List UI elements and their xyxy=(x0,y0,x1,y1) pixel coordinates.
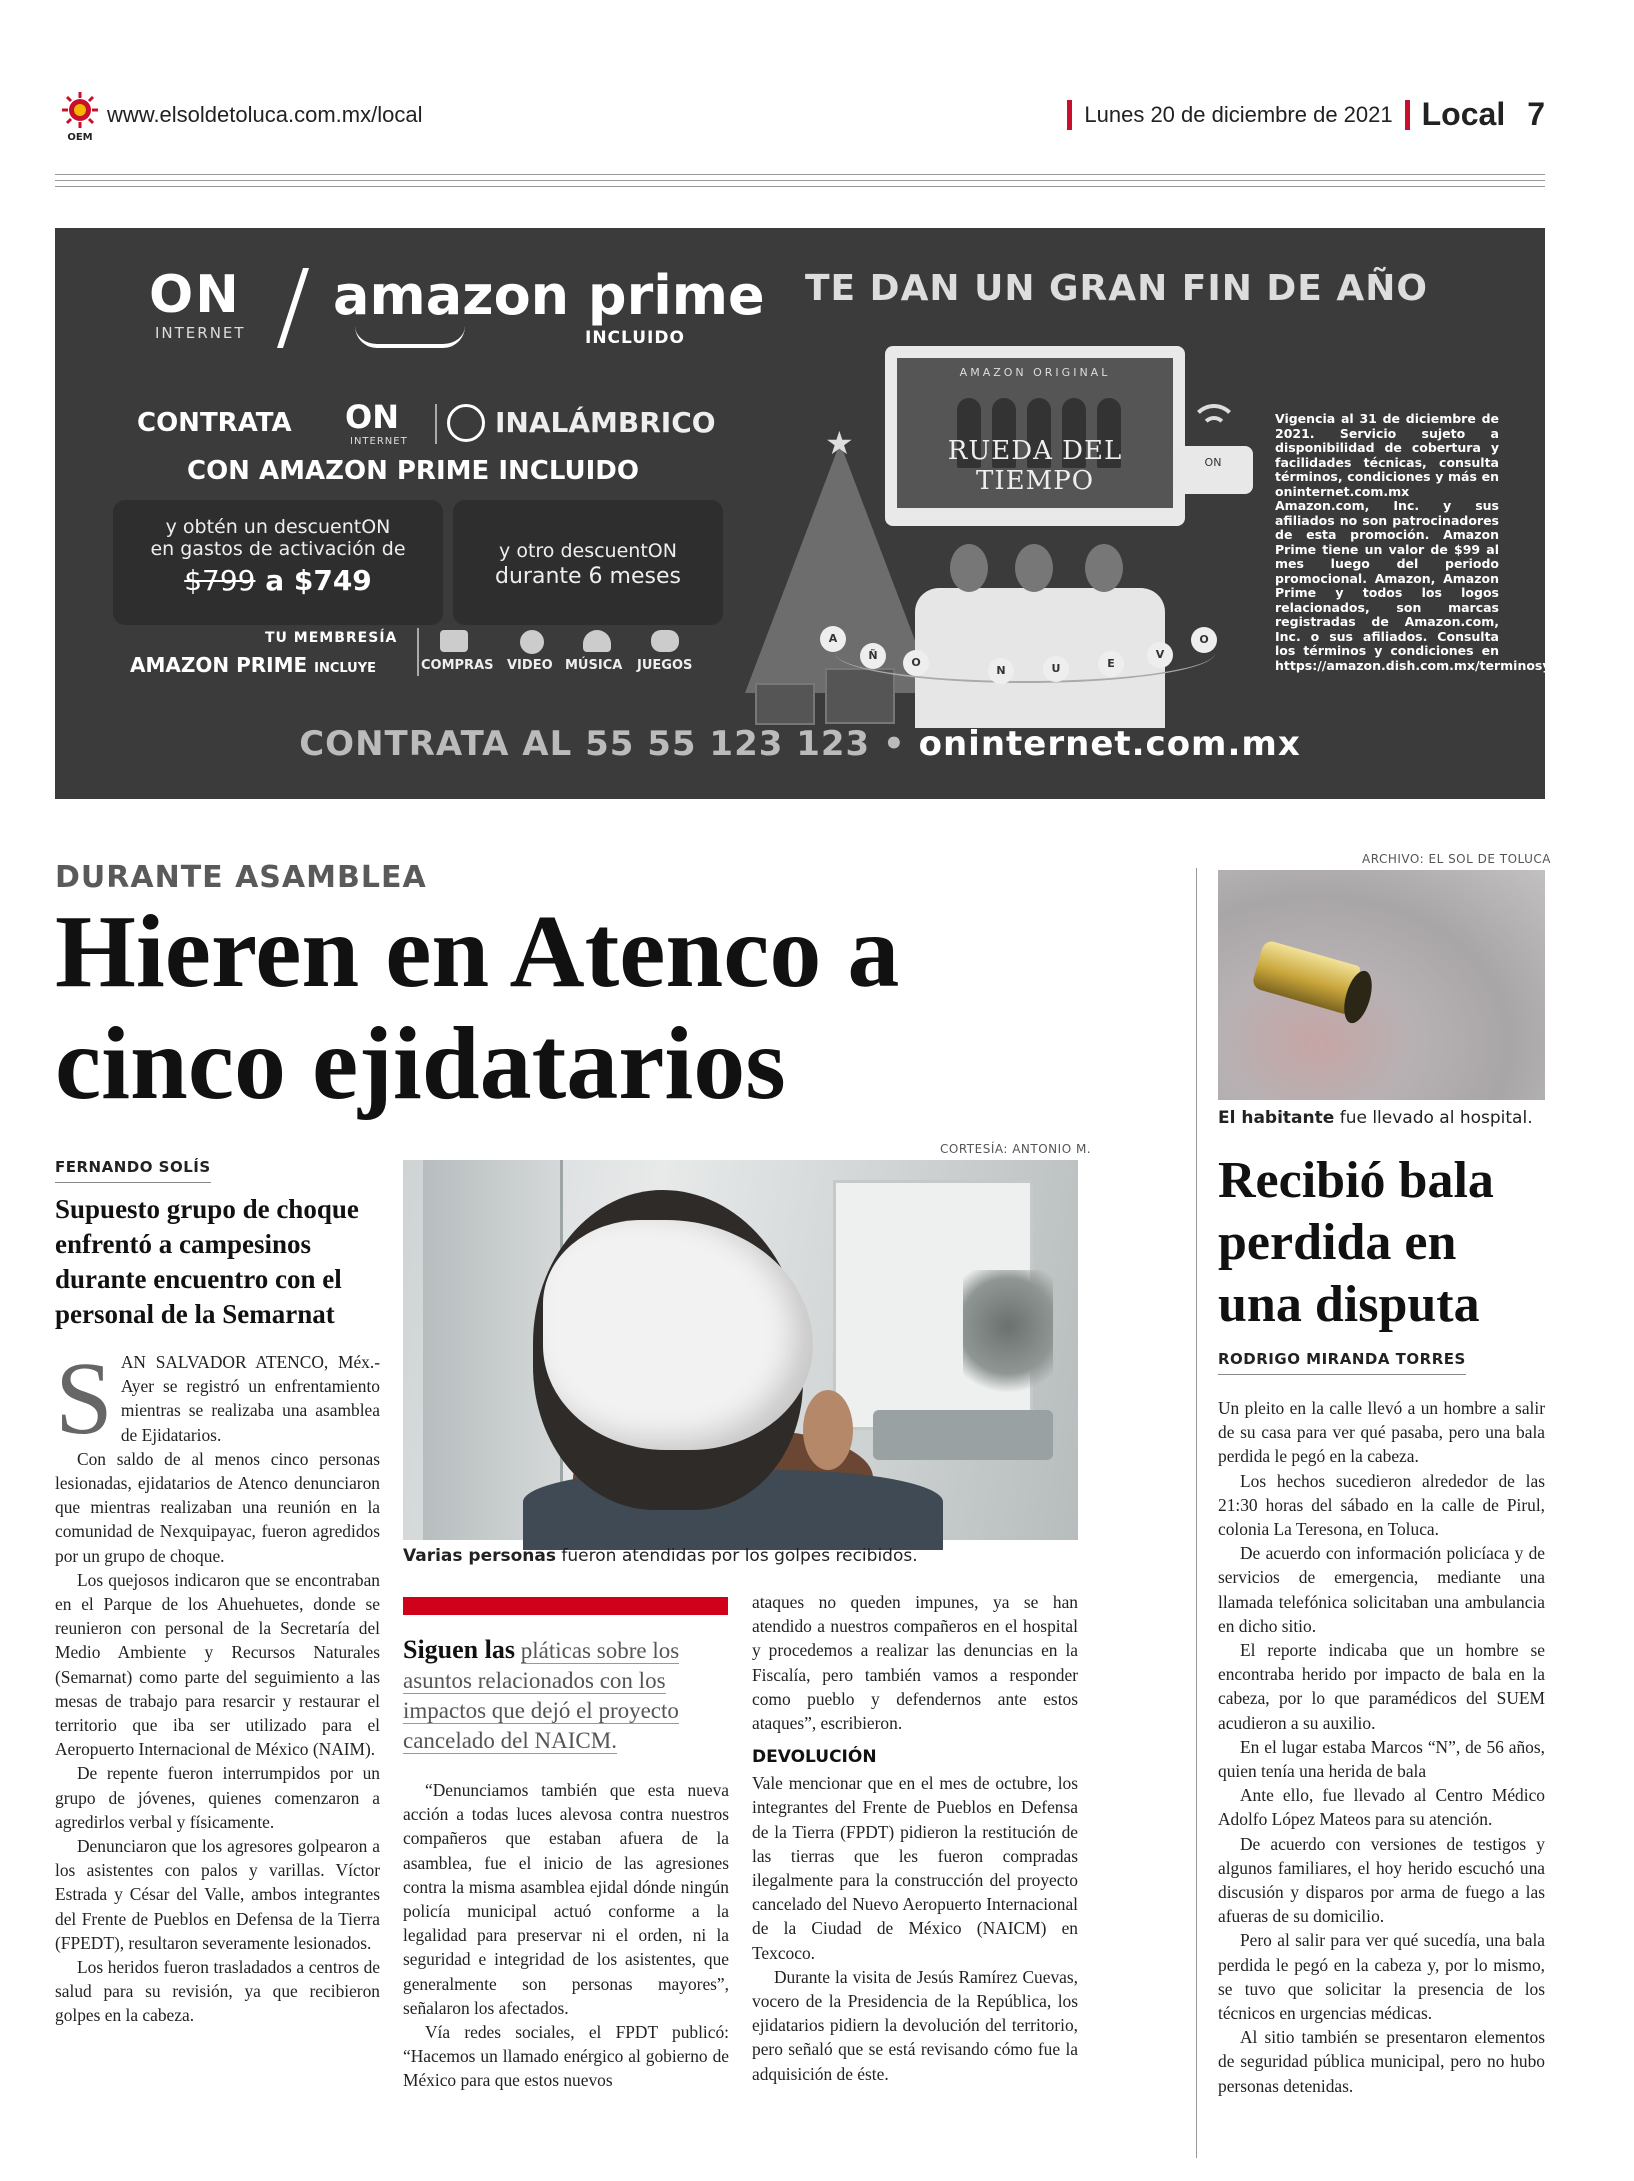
ad-website[interactable]: oninternet.com.mx xyxy=(918,724,1301,764)
bulb: N xyxy=(988,658,1014,684)
amazon-smile-icon xyxy=(355,326,465,348)
red-divider xyxy=(1405,100,1410,130)
price-line xyxy=(113,564,443,597)
photo-ear xyxy=(803,1390,853,1470)
ad-headline: TE DAN UN GRAN FIN DE AÑO xyxy=(805,268,1429,309)
photo-plant xyxy=(963,1270,1053,1410)
section-name: Local xyxy=(1421,96,1506,132)
viewer-head xyxy=(1015,544,1053,592)
caption-bold: El habitante xyxy=(1218,1108,1335,1128)
bullet-casing-photo xyxy=(1218,870,1545,1100)
page-header xyxy=(55,90,1545,143)
benefit-label: VIDEO xyxy=(507,658,553,673)
tv-show-title: RUEDA DEL TIEMPO xyxy=(947,436,1123,496)
new-price: $749 xyxy=(293,564,372,597)
gift-icon xyxy=(825,668,895,724)
bulb: U xyxy=(1043,656,1069,682)
benefit-label: MÚSICA xyxy=(565,658,623,673)
benefit-label: JUEGOS xyxy=(637,658,693,673)
discount-box-months xyxy=(453,500,723,625)
bulb: E xyxy=(1098,651,1124,677)
paragraph: Un pleito en la calle llevó a un hombre a salir de su casa para ver qué pasaba, pero una bala perdida le pegó en la cabeza. xyxy=(1218,1398,1545,1467)
on-logo-small-sub: INTERNET xyxy=(350,436,408,447)
bulb: O xyxy=(1191,627,1217,653)
story-byline: FERNANDO SOLÍS xyxy=(55,1158,211,1183)
ad-contrata: CONTRATA xyxy=(137,408,292,438)
drop-cap: S xyxy=(55,1341,113,1456)
discount2-line-2: durante 6 meses xyxy=(495,564,681,589)
caption-text: fue llevado al hospital. xyxy=(1339,1108,1533,1128)
membership-name: AMAZON PRIME xyxy=(130,653,308,677)
gift-icon xyxy=(755,683,815,725)
paragraph: ataques no queden impunes, ya se han atendido a nuestros compañeros en el hospital y procedemos a realizar las denuncias en la Fiscalía, pero también vamos a responder como pueblo y defendernos ante estos ataques”, escribieron. xyxy=(752,1592,1078,1734)
column-rule xyxy=(1196,868,1197,2158)
paragraph: Los hechos sucedieron alrededor de las 21:30 horas del sábado en la calle de Pirul, colonia La Teresona, en Toluca. xyxy=(1218,1470,1545,1540)
story-headline: Hieren en Atenco a cinco ejidatarios xyxy=(55,894,900,1121)
side-headline: Recibió bala perdida en una disputa xyxy=(1218,1152,1494,1333)
photo-bench xyxy=(873,1410,1053,1460)
pull-quote-text: pláticas sobre los asuntos relacionados con los impactos que dejó el proyecto cancelado del NAICM. xyxy=(403,1638,680,1753)
injured-man-photo xyxy=(403,1160,1078,1540)
bulb: O xyxy=(903,650,929,676)
paragraph: Ante ello, fue llevado al Centro Médico Adolfo López Mateos para su atención. xyxy=(1218,1785,1545,1830)
sun-logo-icon xyxy=(55,90,105,142)
paragraph: AN SALVADOR ATENCO, Méx.- Ayer se registró un enfrentamiento mientras se realizaba una asamblea de Ejidatarios. xyxy=(120,1352,380,1445)
story-column-3 xyxy=(752,1590,1078,2086)
discount-line-2: en gastos de activación de xyxy=(150,538,406,560)
photo-credit: CORTESÍA: ANTONIO M. xyxy=(940,1142,1092,1156)
header-rules xyxy=(55,174,1545,192)
paragraph: En el lugar estaba Marcos “N”, de 56 años, quien tenía una herida de bala xyxy=(1218,1736,1545,1782)
price-connector: a xyxy=(265,564,285,597)
paragraph: Los heridos fueron trasladados a centros de salud para su revisión, ya que recibieron golpes en la cabeza. xyxy=(55,1957,380,2026)
pull-quote-bar xyxy=(403,1597,728,1615)
logo-separator xyxy=(277,268,309,348)
wireless-icon xyxy=(447,404,485,442)
ad-inalambrico: INALÁMBRICO xyxy=(495,406,716,439)
tv-top-label: AMAZON ORIGINAL xyxy=(959,366,1111,379)
discount2-line-1: y otro descuentON xyxy=(499,540,677,562)
star-icon: ★ xyxy=(825,424,854,462)
side-byline: RODRIGO MIRANDA TORRES xyxy=(1218,1350,1466,1375)
on-logo-sub: INTERNET xyxy=(155,324,246,342)
ad-contact-line xyxy=(55,724,1545,764)
router-label: ON xyxy=(1204,456,1222,469)
divider xyxy=(417,628,419,676)
paragraph: Denunciaron que los agresores golpearon a los asistentes con palos y varillas. Víctor Estrada y César del Valle, ambos integrantes del Frente de Pueblos en Defensa de la Tierra (FPEDT), resultaron severamente lesionados. xyxy=(55,1836,380,1953)
membership-label: TU MEMBRESÍA xyxy=(265,630,398,646)
membership-title xyxy=(130,653,376,677)
photo-caption xyxy=(403,1546,918,1566)
discount-box-activation xyxy=(113,500,443,625)
amazon-prime-logo: amazon prime xyxy=(333,264,765,327)
on-logo: ON xyxy=(149,265,241,325)
bag-icon xyxy=(440,630,468,652)
caption-bold: Varias personas xyxy=(403,1546,556,1566)
paragraph: “Denunciamos también que esta nueva acción a todas luces alevosa contra nuestros compañeros que estaban afuera de la asamblea, fue el inicio de las agresiones contra la misma asamblea ejidal dónde ningún policía municipal actuó conforme a la legalidad para preservar ni el orden, ni la seguridad e integridad de los asistentes, que generalmente son personas mayores”, señalaron los afectados. xyxy=(403,1780,729,2018)
pull-quote-lead: Siguen las xyxy=(403,1635,515,1664)
paragraph: Los quejosos indicaron que se encontraban en el Parque de los Ahuehuetes, donde se reunieron con personal de la Secretaría del Medio Ambiente y Recursos Naturales (Semarnat) como parte del seguimiento a las mesas de trabajo para resarcir y restaurar el territorio que iba ser utilizado para el Aeropuerto Internacional de México (NAIM). xyxy=(55,1569,380,1760)
prime-included: INCLUIDO xyxy=(585,328,685,348)
bulb: A xyxy=(820,626,846,652)
viewer-head xyxy=(950,544,988,592)
paragraph: De repente fueron interrumpidos por un grupo de jóvenes, quienes comenzaron a agredirlos verbal y físicamente. xyxy=(55,1763,380,1832)
story-kicker: DURANTE ASAMBLEA xyxy=(55,860,427,895)
tv-illustration xyxy=(885,346,1185,526)
wifi-icon xyxy=(1201,416,1227,442)
bulb: Ñ xyxy=(860,643,886,669)
viewer-head xyxy=(1085,544,1123,592)
benefit-label: COMPRAS xyxy=(421,658,494,673)
subhead: DEVOLUCIÓN xyxy=(752,1747,877,1768)
discount-line-1: y obtén un descuentON xyxy=(165,516,391,538)
bulb: V xyxy=(1147,642,1173,668)
pull-quote xyxy=(403,1635,728,1756)
story-column-2 xyxy=(403,1778,729,2093)
svg-text:OEM: OEM xyxy=(67,132,93,143)
paragraph: De acuerdo con información policíaca y de servicios de emergencia, mediante una llamada telefónica solicitaban una ambulancia en dicho sitio. xyxy=(1218,1543,1545,1636)
paragraph: De acuerdo con versiones de testigos y algunos familiares, el hoy herido escuchó una discusión y disparos por arma de fuego a las afueras de su domicilio. xyxy=(1218,1833,1545,1927)
photo-caption xyxy=(1218,1108,1533,1128)
site-url[interactable]: www.elsoldetoluca.com.mx/local xyxy=(107,102,423,127)
paragraph: El reporte indicaba que un hombre se encontraba herido por impacto de bala en la cabeza, por lo que paramédicos del SUEM acudieron a su auxilio. xyxy=(1218,1640,1545,1733)
photo-credit: ARCHIVO: EL SOL DE TOLUCA xyxy=(1362,852,1551,866)
page-number: 7 xyxy=(1527,96,1545,132)
old-price: $799 xyxy=(184,564,256,597)
paragraph: Al sitio también se presentaron elementos de seguridad pública municipal, pero no hubo personas detenidas. xyxy=(1218,2027,1545,2096)
paragraph: Pero al salir para ver qué sucedía, una bala perdida le pegó en la cabeza y, por lo mismo, se tuvo que solicitar la presencia de los técnicos en urgencias médicas. xyxy=(1218,1930,1545,2024)
story-dek: Supuesto grupo de choque enfrentó a campesinos durante encuentro con el personal de la Semarnat xyxy=(55,1194,359,1329)
ad-phone: CONTRATA AL 55 55 123 123 • xyxy=(299,724,906,764)
advertisement[interactable] xyxy=(55,228,1634,799)
play-icon xyxy=(520,630,544,654)
headphones-icon xyxy=(583,630,611,652)
paragraph: Con saldo de al menos cinco personas lesionadas, ejidatarios de Atenco denunciaron que mientras realizaban una reunión en la comunidad de Nexquipayac, fueron agredidos por un grupo de choque. xyxy=(55,1448,380,1566)
ad-offer-line: CON AMAZON PRIME INCLUIDO xyxy=(187,456,639,486)
paragraph: Vale mencionar que en el mes de octubre, los integrantes del Frente de Pueblos en Defensa de la Tierra (FPDT) pidieron la restitución de las tierras que les fueron compradas ilegalmente para la construcción del proyecto cancelado del Nuevo Aeropuerto Internacional de la Ciudad de México (NAICM) en Texcoco. xyxy=(752,1773,1078,1963)
on-logo-small: ON xyxy=(345,398,399,436)
paragraph: Durante la visita de Jesús Ramírez Cuevas, vocero de la Presidencia de la República, los ejidatarios pidiern la devolución del territorio, pero señaló que se está revisando cómo fue la adquisición de éste. xyxy=(752,1966,1078,2084)
caption-text: fueron atendidas por los golpes recibidos. xyxy=(561,1546,918,1566)
paragraph: Vía redes sociales, el FPDT publicó: “Hacemos un llamado enérgico al gobierno de México para que estos nuevos xyxy=(403,2022,729,2091)
ad-legal-text: Vigencia al 31 de diciembre de 2021. Servicio sujeto a disponibilidad de cobertura y facilidades técnicas, consulta términos, condiciones y más en oninternet.com.mx Amazon.com, Inc. y sus afiliados no son patrocinadores de esta promoción. Amazon Prime tiene un valor de $99 al mes luego del periodo promocional. Amazon, Amazon Prime y todos los logos relacionados, son marcas registradas de Amazon.com, Inc. o sus afiliados. Consulta los términos y condiciones en https://amazon.dish.com.mx/terminosycondiciones xyxy=(1275,411,1634,673)
router-icon xyxy=(1173,446,1253,494)
red-divider xyxy=(1067,100,1072,130)
membership-includes: INCLUYE xyxy=(314,661,377,676)
tv-screen xyxy=(897,358,1173,508)
header-right xyxy=(1055,96,1545,133)
story-column-1 xyxy=(55,1341,380,2028)
gamepad-icon xyxy=(651,630,679,652)
side-story-column xyxy=(1218,1396,1545,2098)
issue-date: Lunes 20 de diciembre de 2021 xyxy=(1084,101,1393,127)
divider xyxy=(435,404,437,444)
